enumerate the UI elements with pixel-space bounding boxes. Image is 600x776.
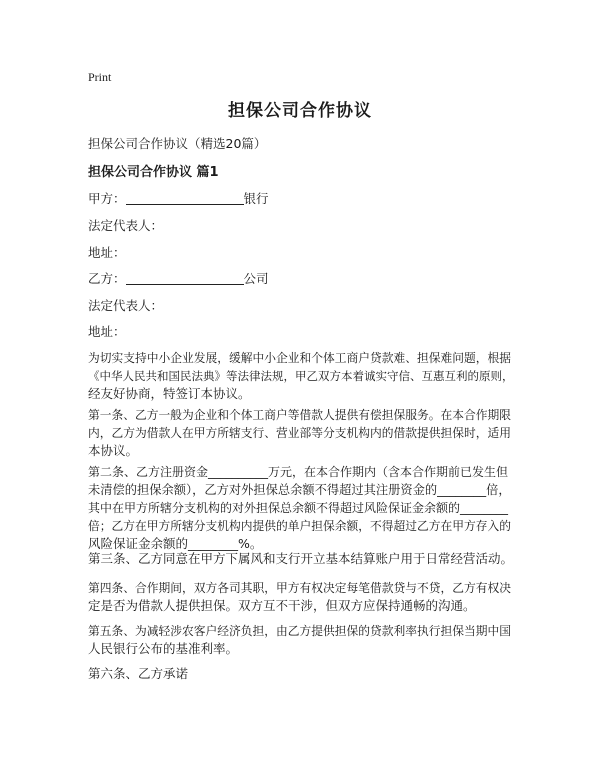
paragraph-article-3 [88, 550, 514, 568]
paragraph-article-2 [88, 463, 514, 553]
paragraph-line: 第二条、乙方注册资金__________万元，在本合作期内（含本合作期前已发生但 [88, 465, 509, 479]
paragraph-line: 其中在甲方所辖分支机构的对外担保总余额不得超过风险保证金余额的________ [88, 501, 509, 515]
paragraph-line: 未清偿的担保余额），乙方对外担保总余额不得超过其注册资金的________倍， [88, 483, 511, 497]
party-a-label: 甲方： [88, 191, 126, 206]
paragraph-line: 第三条、乙方同意在甲方下属风和支行开立基本结算账户用于日常经营活动。 [88, 551, 514, 566]
paragraph-line: 风险保证金余额的________%。 [88, 536, 263, 551]
party-a-address: 地址： [88, 245, 126, 260]
paragraph-article-4 [88, 579, 514, 615]
party-a-blank [126, 192, 244, 205]
paragraph-line: 第六条、乙方承诺 [88, 666, 189, 681]
paragraph-line: 第一条、乙方一般为企业和个体工商户等借款人提供有偿担保服务。在本合作期限 [88, 408, 511, 422]
paragraph-line: 定是否为借款人提供担保。双方互不干涉，但双方应保持通畅的沟通。 [88, 598, 476, 613]
party-b-suffix: 公司 [243, 271, 269, 286]
paragraph-line: 《中华人民共和国民法典》等法律法规，甲乙双方本着诚实守信、互惠互利的原则， [88, 369, 514, 383]
document-subtitle: 担保公司合作协议（精选20篇） [88, 136, 267, 151]
print-label[interactable]: Print [88, 70, 112, 84]
paragraph-line: 倍；乙方在甲方所辖分支机构内提供的单户担保余额，不得超过乙方在甲方存入的 [88, 519, 511, 533]
paragraph-line: 人民银行公布的基准利率。 [88, 641, 239, 656]
paragraph-line: 第四条、合作期间，双方各司其职，甲方有权决定每笔借款贷与不贷，乙方有权决 [88, 581, 511, 595]
paragraph-line: 内，乙方为借款人在甲方所辖支行、营业部等分支机构内的借款提供担保时，适用 [88, 426, 511, 440]
party-b-label: 乙方： [88, 271, 126, 286]
party-b-blank [126, 272, 244, 285]
document-title: 担保公司合作协议 [228, 101, 372, 121]
section-heading: 担保公司合作协议 篇1 [88, 165, 219, 180]
paragraph-line: 经友好协商，特签订本协议。 [88, 386, 251, 401]
party-b-address: 地址： [88, 324, 126, 339]
paragraph-article-6 [88, 665, 514, 683]
party-a-line [88, 189, 269, 207]
party-b-line [88, 269, 269, 287]
party-b-representative: 法定代表人： [88, 298, 164, 313]
paragraph-article-1 [88, 406, 514, 460]
paragraph-intro [88, 349, 514, 403]
party-a-representative: 法定代表人： [88, 218, 164, 233]
paragraph-line: 第五条、为减轻涉农客户经济负担，由乙方提供担保的贷款利率执行担保当期中国 [88, 624, 511, 638]
party-a-suffix: 银行 [243, 191, 269, 206]
paragraph-article-5 [88, 622, 514, 658]
paragraph-line: 为切实支持中小企业发展，缓解中小企业和个体工商户贷款难、担保难问题，根据 [88, 351, 511, 365]
paragraph-line: 本协议。 [88, 443, 139, 458]
